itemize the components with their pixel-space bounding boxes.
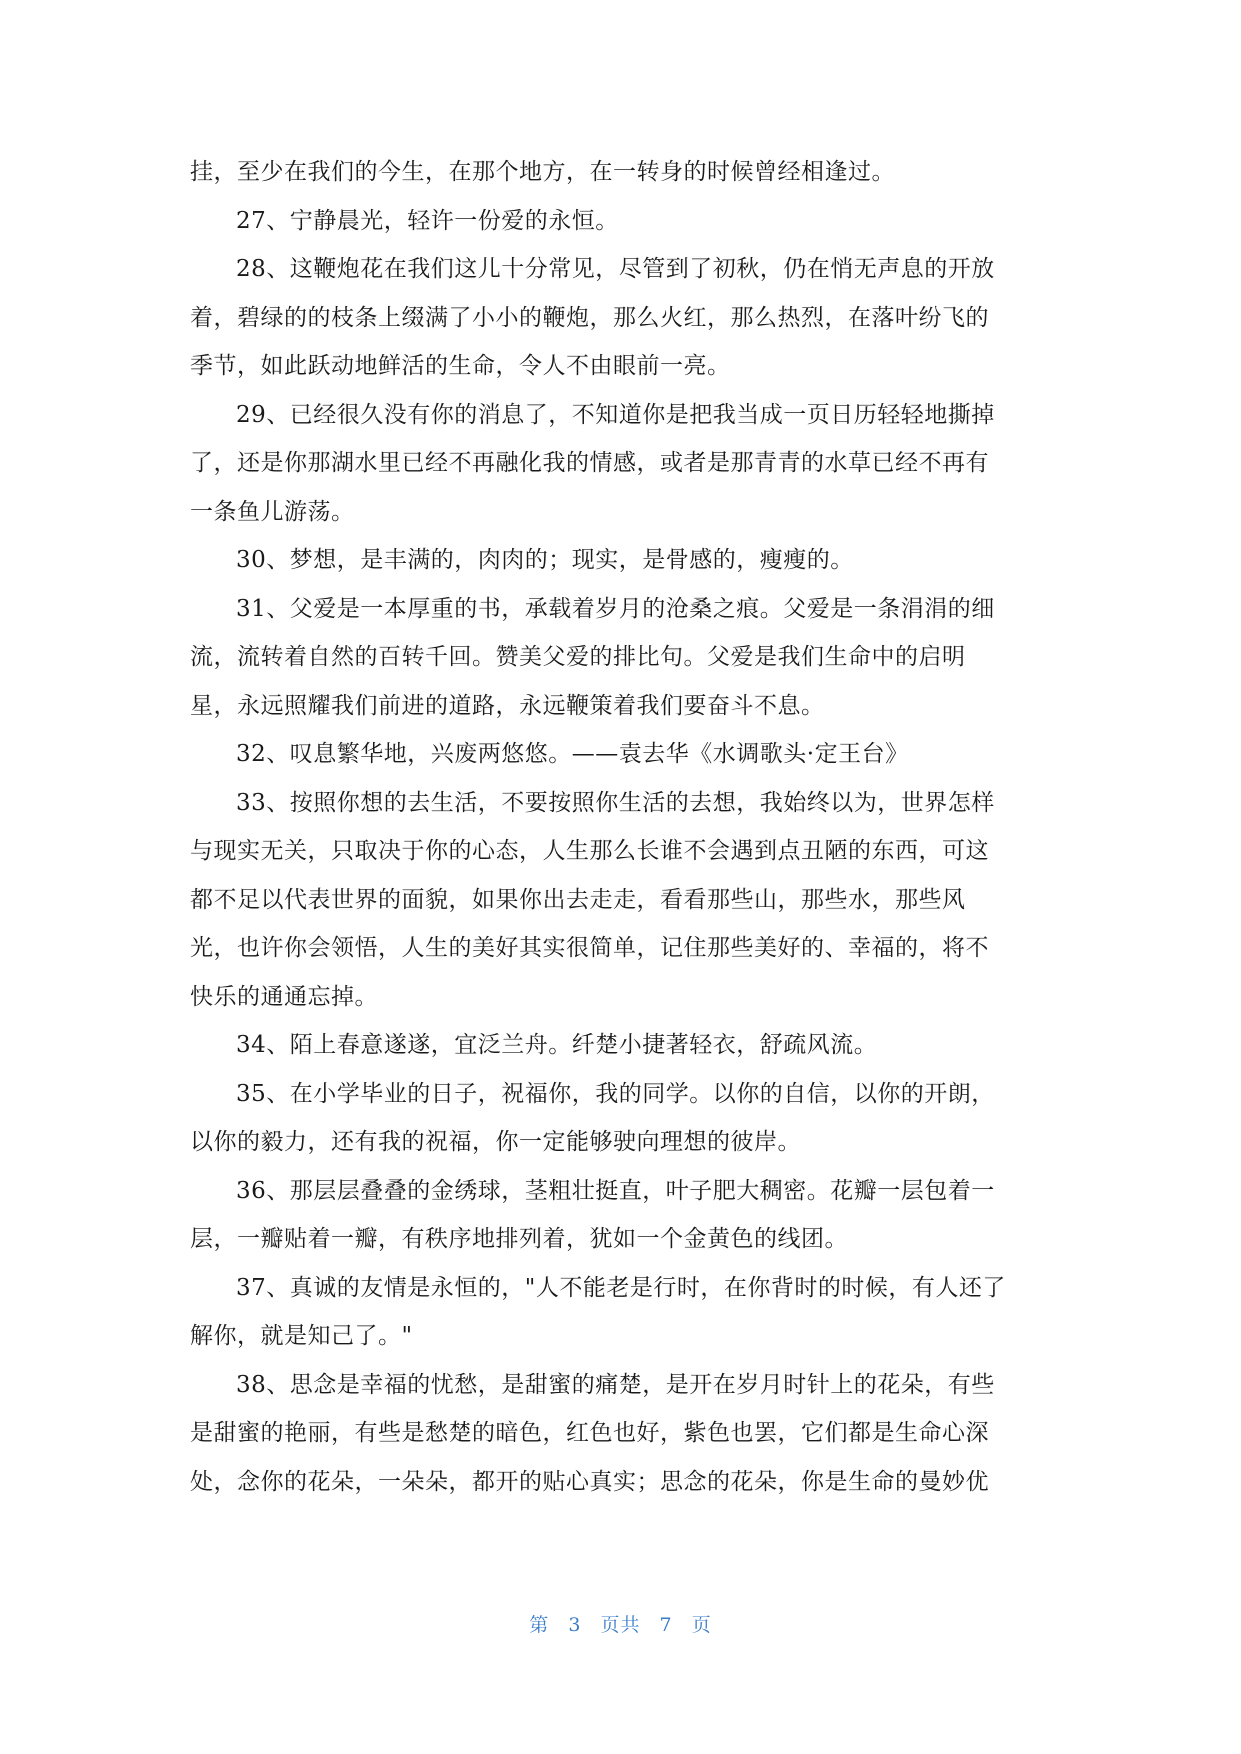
text-line: 流，流转着自然的百转千回。赞美父爱的排比句。父爱是我们生命中的启明 bbox=[190, 644, 966, 670]
text-line: 38、思念是幸福的忧愁，是甜蜜的痛楚，是开在岁月时针上的花朵，有些 bbox=[236, 1371, 995, 1398]
text-line: 34、陌上春意遂遂，宜泛兰舟。纤楚小捷著轻衣，舒疏风流。 bbox=[236, 1032, 878, 1058]
footer-total-pages: 7 bbox=[659, 1614, 673, 1636]
footer-suffix: 页 bbox=[691, 1614, 712, 1636]
text-line: 星，永远照耀我们前进的道路，永远鞭策着我们要奋斗不息。 bbox=[190, 692, 825, 719]
text-line: 挂，至少在我们的今生，在那个地方，在一转身的时候曾经相逢过。 bbox=[190, 159, 895, 185]
text-line: 29、已经很久没有你的消息了，不知道你是把我当成一页日历轻轻地撕掉 bbox=[236, 401, 995, 428]
text-line: 以你的毅力，还有我的祝福，你一定能够驶向理想的彼岸。 bbox=[190, 1129, 801, 1155]
text-line: 层，一瓣贴着一瓣，有秩序地排列着，犹如一个金黄色的线团。 bbox=[190, 1226, 848, 1252]
text-line: 解你，就是知己了。" bbox=[190, 1323, 413, 1349]
footer-prefix: 第 bbox=[529, 1614, 550, 1636]
text-line: 光，也许你会领悟，人生的美好其实很简单，记住那些美好的、幸福的，将不 bbox=[190, 935, 989, 961]
text-line: 处，念你的花朵，一朵朵，都开的贴心真实；思念的花朵，你是生命的曼妙优 bbox=[190, 1468, 989, 1495]
text-line: 30、梦想，是丰满的，肉肉的；现实，是骨感的，瘦瘦的。 bbox=[236, 547, 854, 573]
text-line: 37、真诚的友情是永恒的，"人不能老是行时，在你背时的时候，有人还了 bbox=[236, 1274, 1006, 1301]
text-line: 与现实无关，只取决于你的心态，人生那么长谁不会遇到点丑陋的东西，可这 bbox=[190, 838, 989, 864]
text-line: 27、宁静晨光，轻许一份爱的永恒。 bbox=[236, 207, 619, 234]
text-line: 着，碧绿的的枝条上缀满了小小的鞭炮，那么火红，那么热烈，在落叶纷飞的 bbox=[190, 304, 989, 331]
text-line: 28、这鞭炮花在我们这儿十分常见，尽管到了初秋，仍在悄无声息的开放 bbox=[236, 256, 995, 282]
document-body bbox=[190, 148, 1050, 1506]
text-line: 31、父爱是一本厚重的书，承载着岁月的沧桑之痕。父爱是一条涓涓的细 bbox=[236, 595, 995, 622]
text-line: 35、在小学毕业的日子，祝福你，我的同学。以你的自信，以你的开朗， bbox=[236, 1080, 995, 1107]
text-line: 季节，如此跃动地鲜活的生命，令人不由眼前一亮。 bbox=[190, 353, 731, 379]
footer-middle: 页共 bbox=[600, 1614, 641, 1636]
text-line: 一条鱼儿游荡。 bbox=[190, 498, 355, 525]
text-line: 32、叹息繁华地，兴废两悠悠。——袁去华《水调歌头·定王台》 bbox=[236, 741, 909, 767]
text-line: 33、按照你想的去生活，不要按照你生活的去想，我始终以为，世界怎样 bbox=[236, 789, 995, 816]
page-footer bbox=[0, 1610, 1241, 1637]
text-line: 都不足以代表世界的面貌，如果你出去走走，看看那些山，那些水，那些风 bbox=[190, 886, 966, 913]
text-line: 了，还是你那湖水里已经不再融化我的情感，或者是那青青的水草已经不再有 bbox=[190, 450, 989, 476]
text-line: 是甜蜜的艳丽，有些是愁楚的暗色，红色也好，紫色也罢，它们都是生命心深 bbox=[190, 1420, 989, 1446]
text-line: 36、那层层叠叠的金绣球，茎粗壮挺直，叶子肥大稠密。花瓣一层包着一 bbox=[236, 1177, 995, 1204]
text-line: 快乐的通通忘掉。 bbox=[190, 983, 378, 1010]
footer-current-page: 3 bbox=[568, 1614, 582, 1636]
